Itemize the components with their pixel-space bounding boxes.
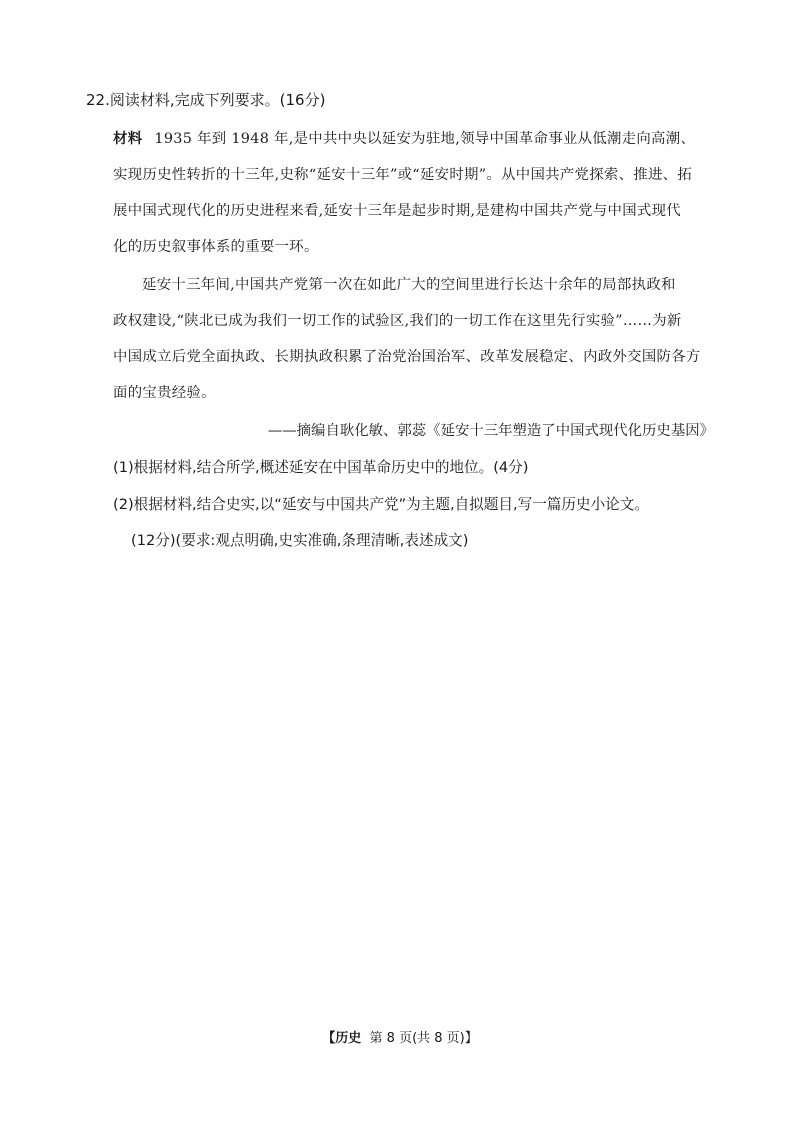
material-line-1 (113, 127, 695, 148)
material-line-4: 化的历史叙事体系的重要一环。 (113, 239, 319, 255)
material-line-6: 政权建设,“陕北已成为我们一切工作的试验区,我们的一切工作在这里先行实验”……为新 (113, 313, 682, 329)
question-title: 22.阅读材料,完成下列要求。(16分) (86, 91, 326, 109)
material-text: 1935 年到 1948 年,是中共中央以延安为驻地,领导中国革命事业从低潮走向高潮、 (154, 131, 696, 147)
material-line-5: 延安十三年间,中国共产党第一次在如此广大的空间里进行长达十余年的局部执政和 (142, 277, 676, 293)
requirement-2: (2)根据材料,结合史实,以“延安与中国共产党”为主题,自拟题目,写一篇历史小论文。 (113, 496, 649, 513)
material-line-8: 面的宝贵经验。 (113, 385, 216, 401)
material-source: ——摘编自耿化敏、郭蕊《延安十三年塑造了中国式现代化历史基因》 (267, 423, 714, 439)
material-line-7: 中国成立后党全面执政、长期执政积累了治党治国治军、改革发展稳定、内政外交国防各方 (113, 349, 701, 365)
footer-page-info: 第 8 页(共 8 页)】 (369, 1031, 478, 1046)
page-footer (0, 1027, 800, 1046)
requirement-1: (1)根据材料,结合所学,概述延安在中国革命历史中的地位。(4分) (113, 459, 529, 476)
footer-subject: 【历史 (322, 1031, 362, 1046)
requirement-2-continued: (12分)(要求:观点明确,史实准确,条理清晰,表述成文) (131, 532, 469, 549)
material-label: 材料 (113, 131, 143, 147)
material-line-2: 实现历史性转折的十三年,史称“延安十三年”或“延安时期”。从中国共产党探索、推进、拓 (113, 167, 693, 183)
material-line-3: 展中国式现代化的历史进程来看,延安十三年是起步时期,是建构中国共产党与中国式现代 (113, 203, 681, 219)
